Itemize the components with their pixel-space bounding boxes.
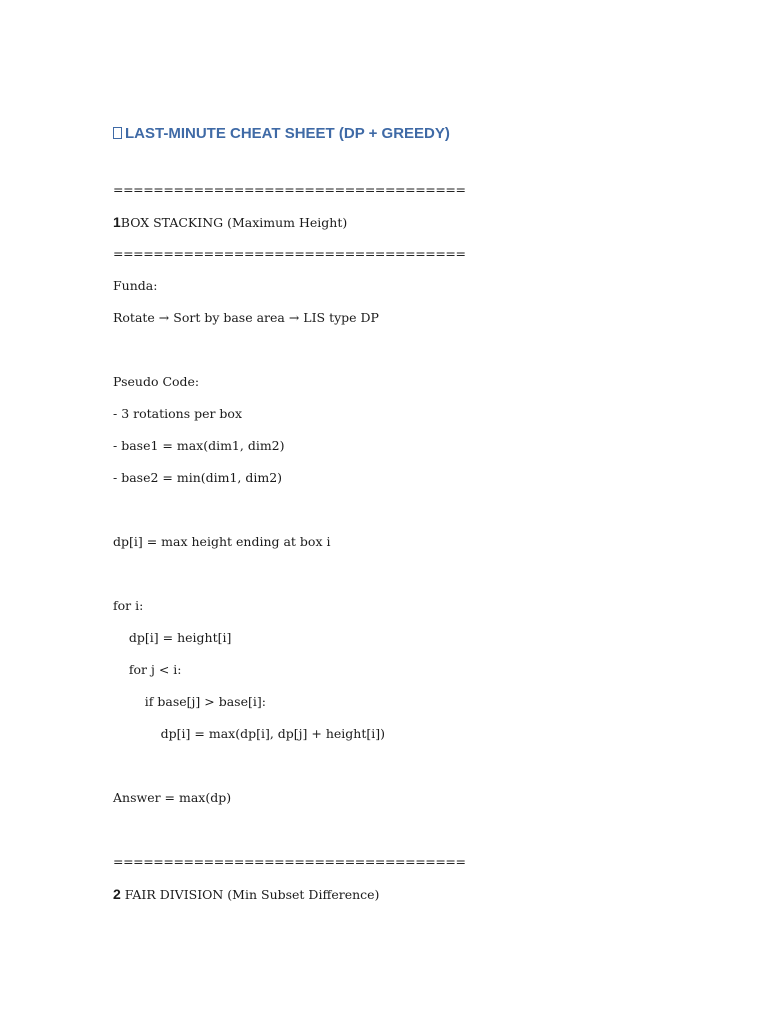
bullet-item: - base2 = min(dim1, dim2) <box>113 470 283 485</box>
section-heading-1 <box>113 214 347 231</box>
page-title <box>113 125 450 142</box>
bullet-item: - 3 rotations per box <box>113 406 243 421</box>
code-line: for j < i: <box>113 662 182 677</box>
section-title: BOX STACKING (Maximum Height) <box>120 215 348 230</box>
dp-definition: dp[i] = max height ending at box i <box>113 534 331 549</box>
separator-line: =================================== <box>113 246 466 261</box>
answer-line: Answer = max(dp) <box>113 790 232 805</box>
section-title: FAIR DIVISION (Min Subset Difference) <box>124 887 380 902</box>
funda-text: Rotate → Sort by base area → LIS type DP <box>113 310 379 325</box>
section-number: 2 <box>113 886 121 902</box>
code-line: dp[i] = max(dp[i], dp[j] + height[i]) <box>113 726 385 741</box>
code-line: for i: <box>113 598 144 613</box>
funda-label: Funda: <box>113 278 158 293</box>
missing-glyph-icon <box>113 127 122 139</box>
page-title-text: LAST-MINUTE CHEAT SHEET (DP + GREEDY) <box>125 125 450 142</box>
section-number: 1 <box>113 214 121 230</box>
code-line: dp[i] = height[i] <box>113 630 232 645</box>
separator-line: =================================== <box>113 182 466 197</box>
section-heading-2 <box>113 886 379 903</box>
code-line: if base[j] > base[i]: <box>113 694 266 709</box>
bullet-item: - base1 = max(dim1, dim2) <box>113 438 285 453</box>
separator-line: =================================== <box>113 854 466 869</box>
pseudo-code-label: Pseudo Code: <box>113 374 200 389</box>
